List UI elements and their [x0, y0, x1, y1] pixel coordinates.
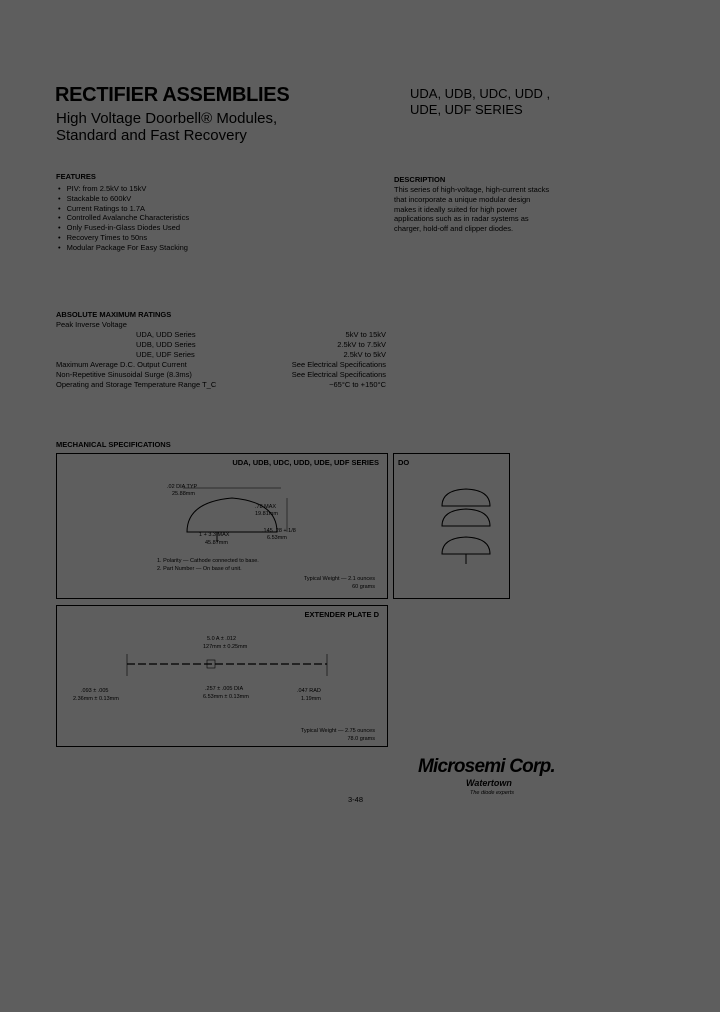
piv-label: Peak Inverse Voltage: [56, 320, 127, 329]
dim-right: .047 RAD: [297, 688, 321, 694]
features-list: [58, 184, 189, 253]
rating-value: −65°C to +150°C: [329, 380, 386, 389]
dim-bottom: 1 + 3.3 MAX: [199, 532, 230, 538]
dim-right-mm: 1.19mm: [301, 696, 321, 702]
feature-item: • Controlled Avalanche Characteristics: [58, 213, 189, 223]
feature-item: • Stackable to 600kV: [58, 194, 189, 204]
rating-value: See Electrical Specifications: [291, 370, 386, 379]
subtitle-line2: Standard and Fast Recovery: [56, 127, 247, 144]
box2-heading: EXTENDER PLATE D: [304, 610, 379, 619]
features-heading: FEATURES: [56, 172, 96, 181]
rating-value: See Electrical Specifications: [291, 360, 386, 369]
dim-dia-mm: 25.88mm: [172, 491, 195, 497]
dim-top-mm: 127mm ± 0.25mm: [203, 644, 248, 650]
stacked-modules-drawing: [434, 484, 504, 584]
company-logo: Microsemi Corp.: [418, 756, 555, 777]
dim-side-mm: 6.53mm: [267, 535, 287, 541]
feature-item: • Modular Package For Easy Stacking: [58, 243, 189, 253]
company-location: Watertown: [466, 778, 512, 788]
weight-line1: Typical Weight — 2.1 ounces: [303, 576, 375, 582]
page-title: RECTIFIER ASSEMBLIES: [55, 84, 290, 106]
box-right-label: DO: [398, 458, 410, 467]
ratings-heading: ABSOLUTE MAXIMUM RATINGS: [56, 310, 172, 319]
weight-line2: 60 grams: [352, 584, 375, 590]
feature-item: • Recovery Times to 50ns: [58, 233, 189, 243]
dim-left: .093 ± .005: [81, 688, 109, 694]
rating-row: Operating and Storage Temperature Range T_C: [56, 380, 217, 389]
weight2-line2: 78.0 grams: [347, 736, 375, 742]
weight2-line1: Typical Weight — 2.75 ounces: [300, 728, 375, 734]
rating-value: 2.5kV to 5kV: [343, 350, 386, 359]
dim-mid: .257 ± .005 DIA: [205, 686, 244, 692]
dim-max-mm: 19.81mm: [255, 511, 278, 517]
rating-row: Non-Repetitive Sinusoidal Surge (8.3ms): [56, 370, 192, 379]
page-number: 3-48: [348, 795, 364, 804]
dim-top: 5.0 A ± .012: [207, 636, 237, 642]
box1-heading: UDA, UDB, UDC, UDD, UDE, UDF SERIES: [232, 458, 379, 467]
dim-mid-mm: 6.53mm ± 0.13mm: [203, 694, 249, 700]
description-heading: DESCRIPTION: [394, 175, 446, 184]
rating-row: UDA, UDD Series: [136, 330, 196, 339]
dim-left-mm: 2.36mm ± 0.13mm: [73, 696, 119, 702]
extender-plate-box: [56, 605, 388, 747]
mechanical-drawing-box: [56, 453, 388, 599]
rating-row: UDE, UDF Series: [136, 350, 195, 359]
dim-max: .78 MAX: [255, 504, 277, 510]
rating-value: 2.5kV to 7.5kV: [337, 340, 386, 349]
dim-side: .145 .28 + 1/8: [262, 528, 296, 534]
feature-item: • Only Fused-in-Glass Diodes Used: [58, 223, 189, 233]
note-polarity: 1. Polarity — Cathode connected to base.: [157, 558, 259, 564]
feature-item: • PIV: from 2.5kV to 15kV: [58, 184, 189, 194]
description-text: This series of high-voltage, high-current stacks that incorporate a unique modular design makes it ideally suited for high power applications such as in radar systems as charger, hold-off and clipper diodes.: [394, 185, 550, 234]
rating-row: UDB, UDD Series: [136, 340, 196, 349]
feature-item: • Current Ratings to 1.7A: [58, 204, 189, 214]
series-line1: UDA, UDB, UDC, UDD ,: [410, 86, 551, 101]
company-tagline: The diode experts: [470, 790, 515, 796]
rating-row: Maximum Average D.C. Output Current: [56, 360, 187, 369]
stack-drawing-box: [393, 453, 510, 599]
module-outline-drawing: [177, 484, 327, 554]
dim-bottom-mm: 45.87mm: [205, 540, 228, 546]
note-part-number: 2. Part Number — On base of unit.: [157, 566, 242, 572]
series-line2: UDE, UDF SERIES: [410, 102, 523, 117]
subtitle-line1: High Voltage Doorbell® Modules,: [56, 110, 278, 127]
rating-value: 5kV to 15kV: [345, 330, 386, 339]
mechanical-heading: MECHANICAL SPECIFICATIONS: [56, 440, 171, 449]
dim-dia: .02 DIA TYP: [167, 484, 198, 490]
